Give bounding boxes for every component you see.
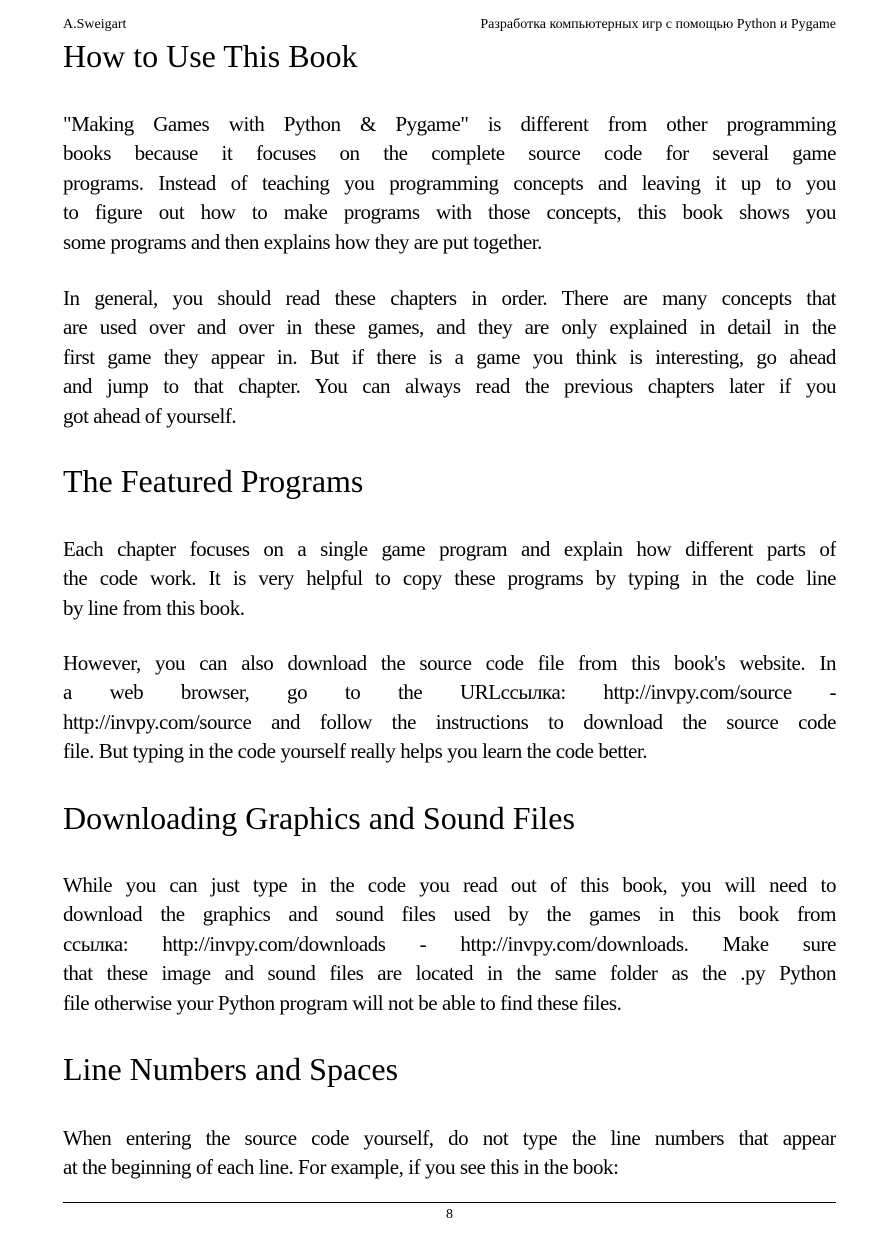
paragraph-graphics-sound <box>63 871 836 1018</box>
document-page <box>63 0 836 1241</box>
section-heading-featured-programs: The Featured Programs <box>63 463 364 499</box>
text-line: file otherwise your Python program will not be able to find these files. <box>63 990 622 1015</box>
page-number: 8 <box>446 1207 453 1222</box>
text-line: some programs and then explains how they are put together. <box>63 229 542 254</box>
text-line: got ahead of yourself. <box>63 403 237 428</box>
text-line: programs. Instead of teaching you programming concepts and leaving it up to you <box>63 170 836 195</box>
text-line: However, you can also download the source code file from this book's website. In <box>63 651 836 675</box>
paragraph-download-source <box>63 649 836 767</box>
text-line: the code work. It is very helpful to copy these programs by typing in the code line <box>63 566 836 591</box>
text-line: When entering the source code yourself, do not type the line numbers that appear <box>63 1126 836 1150</box>
text-line: In general, you should read these chapters in order. There are many concepts that <box>63 286 836 310</box>
text-line: first game they appear in. But if there is a game you think is interesting, go ahead <box>63 344 836 369</box>
section-heading-downloading-graphics: Downloading Graphics and Sound Files <box>63 800 575 836</box>
paragraph-line-numbers <box>63 1124 836 1183</box>
footer-divider <box>63 1202 836 1203</box>
text-line: download the graphics and sound files used by the games in this book from <box>63 902 836 927</box>
section-heading-how-to-use: How to Use This Book <box>63 38 358 74</box>
text-line: by line from this book. <box>63 595 245 620</box>
text-line: file. But typing in the code yourself really helps you learn the code better. <box>63 739 648 764</box>
text-line: are used over and over in these games, and they are only explained in detail in the <box>63 315 836 340</box>
text-line: that these image and sound files are located in the same folder as the .py Python <box>63 961 836 986</box>
text-line: http://invpy.com/source and follow the instructions to download the source code <box>63 709 836 734</box>
text-line: ссылка: http://invpy.com/downloads - http://invpy.com/downloads. Make sure <box>63 931 836 956</box>
text-line: a web browser, go to the URLссылка: http://invpy.com/source - <box>63 680 836 705</box>
section-heading-line-numbers: Line Numbers and Spaces <box>63 1051 399 1087</box>
text-line: books because it focuses on the complete source code for several game <box>63 141 836 166</box>
header-author: A.Sweigart <box>63 17 127 32</box>
text-line: While you can just type in the code you read out of this book, you will need to <box>63 873 836 897</box>
text-line: at the beginning of each line. For example, if you see this in the book: <box>63 1155 619 1180</box>
header-book-title: Разработка компьютерных игр с помощью Python и Pygame <box>480 17 836 32</box>
text-line: Each chapter focuses on a single game program and explain how different parts of <box>63 537 836 561</box>
text-line: and jump to that chapter. You can always read the previous chapters later if you <box>63 374 836 399</box>
paragraph-chapter-focus <box>63 535 836 623</box>
text-line: to figure out how to make programs with those concepts, this book shows you <box>63 200 836 225</box>
paragraph-reading-order <box>63 284 836 431</box>
running-header <box>63 16 836 34</box>
paragraph-intro <box>63 110 836 257</box>
text-line: "Making Games with Python & Pygame" is different from other programming <box>63 112 836 136</box>
